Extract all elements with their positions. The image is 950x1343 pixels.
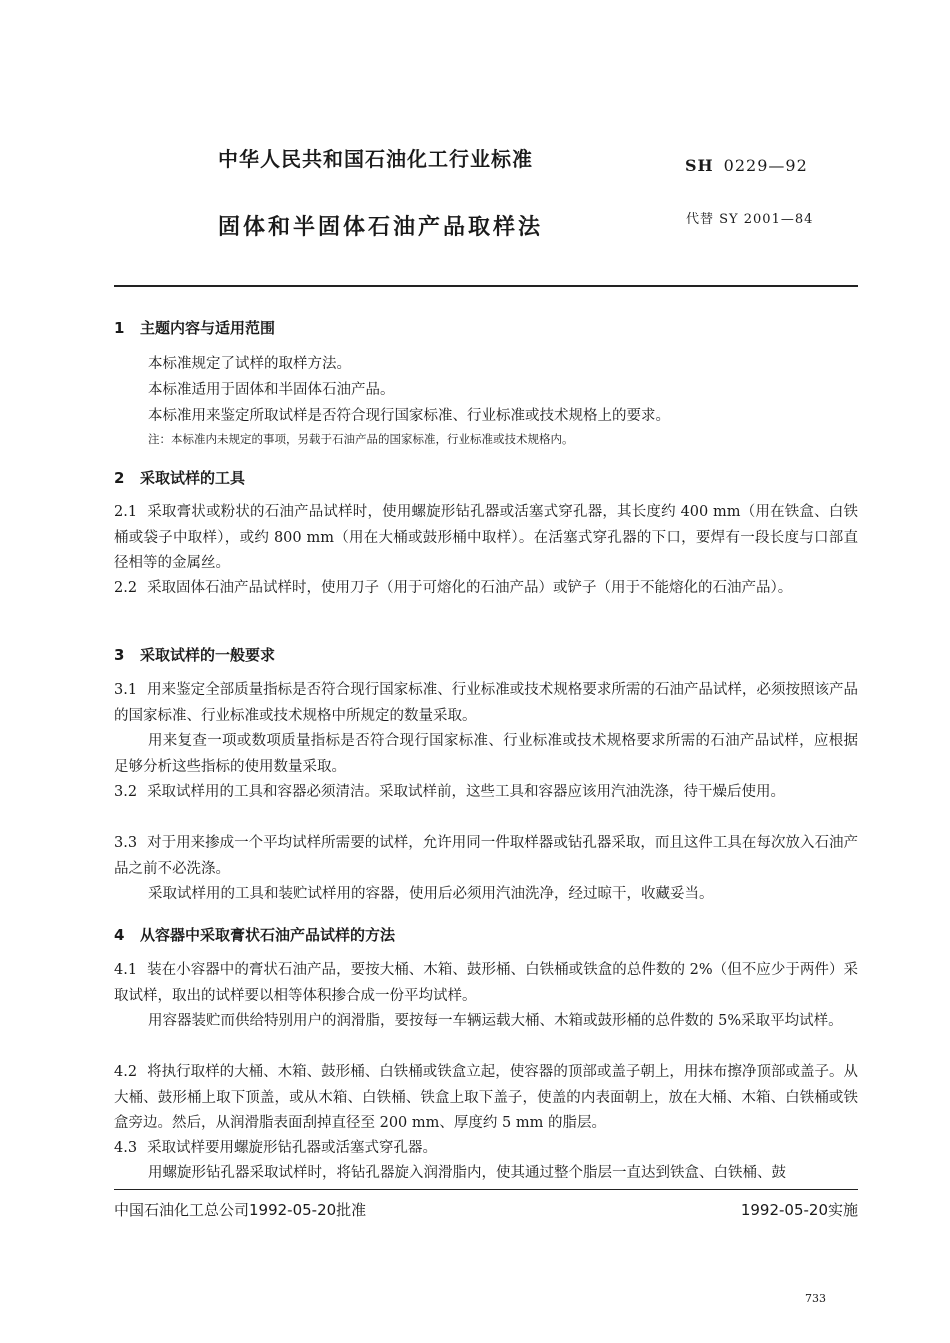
- document-title: 固体和半固体石油产品取样法: [218, 215, 544, 240]
- effective-date: 1992-05-20实施: [740, 1201, 858, 1219]
- clause-text: 对于用来掺成一个平均试样所需要的试样，允许用同一件取样器或钻孔器采取，而且这件工具在每次放入石油产品之前不必洗涤。: [114, 835, 858, 877]
- section-title: 采取试样的工具: [140, 469, 246, 487]
- replaces-standard: 代替 SY 2001—84: [686, 212, 814, 227]
- clause-paragraph: [114, 958, 858, 1009]
- clause-number: 3.3: [114, 835, 138, 851]
- clause-number: 4.3: [114, 1140, 138, 1156]
- section-heading: [114, 467, 245, 488]
- section-number: 2: [114, 469, 125, 487]
- clause-paragraph: [114, 576, 858, 602]
- clause-number: 4.2: [114, 1064, 138, 1080]
- clause-number: 2.1: [114, 504, 138, 520]
- issuing-body-title: 中华人民共和国石油化工行业标准: [218, 147, 533, 171]
- clause-paragraph: [114, 1060, 858, 1137]
- section-number: 1: [114, 319, 125, 337]
- page-number: 733: [805, 1292, 826, 1305]
- clause-paragraph: [114, 780, 858, 806]
- paragraph: 本标准用来鉴定所取试样是否符合现行国家标准、行业标准或技术规格上的要求。: [148, 408, 670, 424]
- section-title: 从容器中采取膏状石油产品试样的方法: [140, 926, 396, 944]
- paragraph: 用容器装贮而供给特别用户的润滑脂，要按每一车辆运载大桶、木箱或鼓形桶的总件数的 5%采取平均试样。: [148, 1013, 843, 1029]
- clause-text: 采取膏状或粉状的石油产品试样时，使用螺旋形钻孔器或活塞式穿孔器，其长度约 400 mm（用在铁盒、白铁桶或袋子中取样），或约 800 mm（用在大桶或鼓形桶中取样）。在活塞式穿孔器的下口，要焊有一段长度与口部直径相等的金属丝。: [114, 504, 858, 571]
- section-heading: [114, 317, 275, 338]
- clause-paragraph: [114, 500, 858, 577]
- paragraph: 本标准规定了试样的取样方法。: [148, 356, 351, 372]
- standard-code: [685, 156, 808, 175]
- paragraph: 本标准适用于固体和半固体石油产品。: [148, 382, 395, 398]
- paragraph: 用来复查一项或数项质量指标是否符合现行国家标准、行业标准或技术规格要求所需的石油产品试样，应根据足够分析这些指标的使用数量采取。: [114, 733, 858, 775]
- clause-number: 3.2: [114, 784, 138, 800]
- footer-divider: [114, 1189, 858, 1190]
- clause-paragraph: [114, 831, 858, 882]
- paragraph: 采取试样用的工具和装贮试样用的容器，使用后必须用汽油洗净，经过晾干，收藏妥当。: [148, 886, 714, 902]
- clause-text: 装在小容器中的膏状石油产品，要按大桶、木箱、鼓形桶、白铁桶或铁盒的总件数的 2%（但不应少于两件）采取试样，取出的试样要以相等体积掺合成一份平均试样。: [114, 962, 858, 1004]
- clause-text: 将执行取样的大桶、木箱、鼓形桶、白铁桶或铁盒立起，使容器的顶部或盖子朝上，用抹布擦净顶部或盖子。从大桶、鼓形桶上取下顶盖，或从木箱、白铁桶、铁盒上取下盖子，使盖的内表面朝上，放在大桶、木箱、白铁桶或铁盒旁边。然后，从润滑脂表面刮掉直径至 200 mm、厚度约 5 mm 的脂层。: [114, 1064, 858, 1131]
- section-number: 4: [114, 926, 125, 944]
- section-title: 主题内容与适用范围: [140, 319, 276, 337]
- clause-number: 2.2: [114, 580, 138, 596]
- section-number: 3: [114, 646, 125, 664]
- clause-text: 采取试样用的工具和容器必须清洁。采取试样前，这些工具和容器应该用汽油洗涤，待干燥后使用。: [147, 784, 786, 800]
- standard-number: 0229—92: [723, 156, 808, 175]
- section-heading: [114, 644, 275, 665]
- clause-text: 采取试样要用螺旋形钻孔器或活塞式穿孔器。: [147, 1140, 438, 1156]
- clause-number: 4.1: [114, 962, 138, 978]
- standard-prefix: SH: [685, 156, 714, 175]
- section-heading: [114, 924, 395, 945]
- clause-text: 用来鉴定全部质量指标是否符合现行国家标准、行业标准或技术规格要求所需的石油产品试样，必须按照该产品的国家标准、行业标准或技术规格中所规定的数量采取。: [114, 682, 858, 724]
- header-divider: [114, 285, 858, 287]
- paragraph: 用螺旋形钻孔器采取试样时，将钻孔器旋入润滑脂内，使其通过整个脂层一直达到铁盒、白铁桶、鼓: [148, 1165, 786, 1181]
- section-title: 采取试样的一般要求: [140, 646, 276, 664]
- clause-paragraph: [114, 1136, 858, 1162]
- approval-date: 中国石油化工总公司1992-05-20批准: [114, 1201, 367, 1219]
- clause-number: 3.1: [114, 682, 138, 698]
- note: 注：本标准内未规定的事项，另载于石油产品的国家标准，行业标准或技术规格内。: [148, 432, 574, 446]
- clause-paragraph: [114, 678, 858, 729]
- clause-text: 采取固体石油产品试样时，使用刀子（用于可熔化的石油产品）或铲子（用于不能熔化的石油产品）。: [147, 580, 793, 596]
